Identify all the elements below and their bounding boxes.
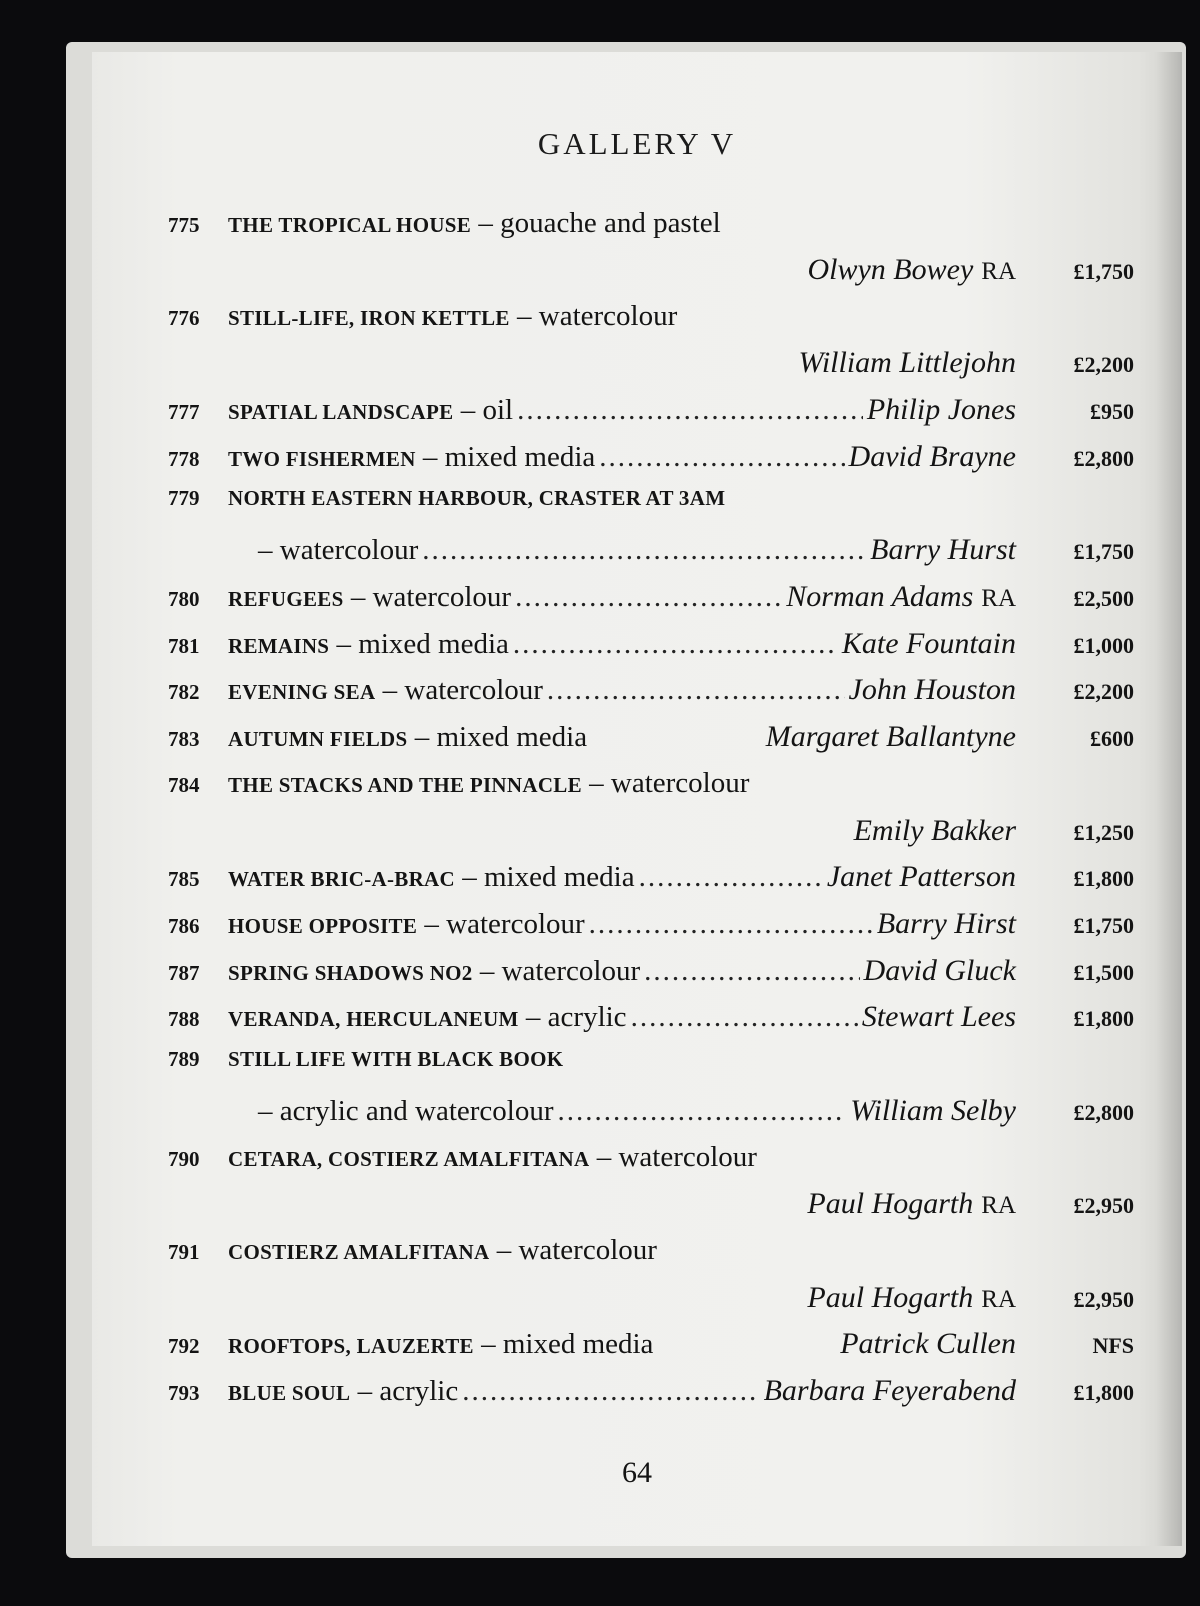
- entry-price: £1,800: [1073, 866, 1134, 891]
- entry-791-line1: [168, 1234, 1134, 1274]
- entry-medium: – mixed media: [336, 628, 509, 660]
- entry-779-line1: [168, 486, 1134, 526]
- entry-title: REFUGEES: [228, 587, 344, 611]
- entry-price: £2,800: [1073, 1100, 1134, 1125]
- entry-medium: – acrylic and watercolour: [258, 1095, 554, 1127]
- entry-number: 791: [168, 1240, 200, 1264]
- page-gutter-shadow: [1156, 52, 1182, 1546]
- entry-medium: – watercolour: [350, 581, 512, 613]
- entry-789-line1: [168, 1047, 1134, 1087]
- leader-dots: [513, 628, 838, 661]
- entry-title: REMAINS: [228, 634, 330, 658]
- entry-artist: Janet Patterson: [826, 860, 1016, 893]
- entry-medium: – mixed media: [481, 1328, 654, 1360]
- leader-dots: [462, 1375, 759, 1408]
- entry-title: THE TROPICAL HOUSE: [228, 213, 472, 237]
- entry-artist: Philip Jones: [866, 393, 1016, 426]
- entry-artist: David Brayne: [848, 440, 1016, 473]
- entry-medium: – watercolour: [517, 300, 678, 332]
- entry-title: HOUSE OPPOSITE: [228, 914, 418, 938]
- entry-medium: – watercolour: [479, 955, 641, 987]
- leader-dots: [558, 1095, 847, 1128]
- entry-artist: David Gluck: [863, 954, 1016, 987]
- entry-number: 783: [168, 727, 200, 751]
- entry-779-line2: [168, 533, 1134, 573]
- page-number: 64: [622, 1456, 652, 1489]
- leader-dots: [639, 861, 823, 894]
- entry-artist: Barry Hurst: [870, 533, 1016, 566]
- entry-medium: – watercolour: [589, 767, 750, 799]
- entry-786: [168, 907, 1134, 947]
- entry-price: £1,750: [1073, 259, 1134, 284]
- entry-medium: – watercolour: [496, 1234, 657, 1266]
- entry-price: £1,800: [1073, 1380, 1134, 1405]
- entry-artist: Kate Fountain: [841, 627, 1016, 660]
- entry-785: [168, 860, 1134, 900]
- entry-number: 779: [168, 486, 200, 510]
- entry-number: 793: [168, 1381, 200, 1405]
- catalogue-page: [92, 52, 1182, 1546]
- entry-787: [168, 954, 1134, 994]
- entry-number: 777: [168, 400, 200, 424]
- entry-medium: – watercolour: [424, 908, 585, 940]
- entry-title: AUTUMN FIELDS: [228, 727, 408, 751]
- entry-medium: – mixed media: [422, 441, 596, 473]
- entry-price: £2,500: [1073, 586, 1134, 611]
- entry-number: 790: [168, 1147, 200, 1171]
- entry-medium: – watercolour: [382, 674, 543, 706]
- entry-price: £2,950: [1073, 1287, 1134, 1312]
- entry-artist: Patrick Cullen: [840, 1327, 1016, 1360]
- entry-price: £1,750: [1073, 913, 1134, 938]
- entry-number: 785: [168, 867, 200, 891]
- entry-784-line1: [168, 767, 1134, 807]
- entry-artist: Norman Adams: [786, 580, 974, 613]
- entry-number: 786: [168, 914, 200, 938]
- entry-title: ROOFTOPS, LAUZERTE: [228, 1334, 474, 1358]
- entry-artist: Barry Hirst: [876, 907, 1016, 940]
- entry-778: [168, 440, 1134, 480]
- entry-artist: Paul Hogarth: [807, 1187, 974, 1220]
- entry-artist: Margaret Ballantyne: [765, 720, 1016, 753]
- entry-artist: Stewart Lees: [861, 1000, 1016, 1033]
- entry-price: £2,200: [1073, 352, 1134, 377]
- entry-medium: – acrylic: [357, 1375, 459, 1407]
- entry-title: VERANDA, HERCULANEUM: [228, 1007, 519, 1031]
- entry-title: SPRING SHADOWS NO2: [228, 961, 473, 985]
- entry-title: BLUE SOUL: [228, 1381, 351, 1405]
- entry-artist: Barbara Feyerabend: [763, 1374, 1016, 1407]
- entry-784-line2: [168, 814, 1134, 854]
- leader-dots: [422, 534, 866, 567]
- entry-number: 781: [168, 634, 200, 658]
- entry-number: 776: [168, 306, 200, 330]
- entry-artist: Olwyn Bowey: [807, 253, 974, 286]
- entry-medium: – gouache and pastel: [478, 207, 721, 239]
- entry-price: £1,500: [1073, 960, 1134, 985]
- page-title: GALLERY V: [537, 126, 737, 161]
- entry-number: 780: [168, 587, 200, 611]
- entry-medium: – watercolour: [596, 1141, 757, 1173]
- entry-price: £2,800: [1073, 446, 1134, 471]
- leader-dots: [599, 441, 844, 474]
- entry-title: CETARA, COSTIERZ AMALFITANA: [228, 1147, 590, 1171]
- entry-title: SPATIAL LANDSCAPE: [228, 400, 454, 424]
- entry-777: [168, 393, 1134, 433]
- entry-price: NFS: [1092, 1333, 1134, 1358]
- entry-price: £950: [1090, 399, 1134, 424]
- entry-artist: Paul Hogarth: [807, 1281, 974, 1314]
- entry-price: £600: [1090, 726, 1134, 751]
- entry-775-line2: [168, 253, 1134, 293]
- entry-medium: – oil: [460, 394, 514, 426]
- entry-776-line1: [168, 300, 1134, 340]
- entry-783: [168, 720, 1134, 760]
- entry-ra: RA: [981, 585, 1016, 612]
- entry-artist: Emily Bakker: [853, 814, 1016, 847]
- entry-792: [168, 1327, 1134, 1367]
- leader-dots: [644, 955, 859, 988]
- leader-dots: [515, 581, 782, 614]
- entry-number: 788: [168, 1007, 200, 1031]
- entry-775-line1: [168, 207, 1134, 247]
- entry-776-line2: [168, 346, 1134, 386]
- entry-number: 787: [168, 961, 200, 985]
- entry-790-line1: [168, 1141, 1134, 1181]
- entry-number: 792: [168, 1334, 200, 1358]
- entry-788: [168, 1000, 1134, 1040]
- entry-number: 789: [168, 1047, 200, 1071]
- entry-ra: RA: [981, 1192, 1016, 1219]
- entry-ra: RA: [981, 258, 1016, 285]
- leader-dots: [589, 908, 873, 941]
- entry-medium: – acrylic: [525, 1001, 627, 1033]
- entry-artist: John Houston: [848, 673, 1016, 706]
- entry-790-line2: [168, 1187, 1134, 1227]
- entry-title: NORTH EASTERN HARBOUR, CRASTER AT 3AM: [228, 486, 726, 510]
- entry-medium: – mixed media: [462, 861, 635, 893]
- entry-price: £1,750: [1073, 539, 1134, 564]
- entry-title: STILL LIFE WITH BLACK BOOK: [228, 1047, 564, 1071]
- entry-781: [168, 627, 1134, 667]
- entry-title: WATER BRIC-A-BRAC: [228, 867, 455, 891]
- entry-title: STILL-LIFE, IRON KETTLE: [228, 306, 510, 330]
- entry-793: [168, 1374, 1134, 1414]
- entry-title: TWO FISHERMEN: [228, 447, 416, 471]
- entry-title: EVENING SEA: [228, 680, 376, 704]
- entry-791-line2: [168, 1281, 1134, 1321]
- leader-dots: [547, 674, 845, 707]
- entry-number: 784: [168, 773, 200, 797]
- entry-price: £2,950: [1073, 1193, 1134, 1218]
- entry-price: £1,800: [1073, 1006, 1134, 1031]
- entry-number: 775: [168, 213, 200, 237]
- entry-789-line2: [168, 1094, 1134, 1134]
- entry-number: 782: [168, 680, 200, 704]
- entry-title: COSTIERZ AMALFITANA: [228, 1240, 490, 1264]
- entry-medium: – mixed media: [414, 721, 588, 753]
- entry-price: £1,250: [1073, 820, 1134, 845]
- entry-ra: RA: [981, 1286, 1016, 1313]
- entry-price: £1,000: [1073, 633, 1134, 658]
- leader-dots: [631, 1001, 858, 1034]
- entry-780: [168, 580, 1134, 620]
- entry-782: [168, 673, 1134, 713]
- entry-price: £2,200: [1073, 679, 1134, 704]
- leader-dots: [517, 394, 863, 427]
- entry-medium: – watercolour: [258, 534, 419, 566]
- entry-artist: William Littlejohn: [798, 346, 1016, 379]
- entry-title: THE STACKS AND THE PINNACLE: [228, 773, 582, 797]
- entry-number: 778: [168, 447, 200, 471]
- entry-artist: William Selby: [850, 1094, 1016, 1127]
